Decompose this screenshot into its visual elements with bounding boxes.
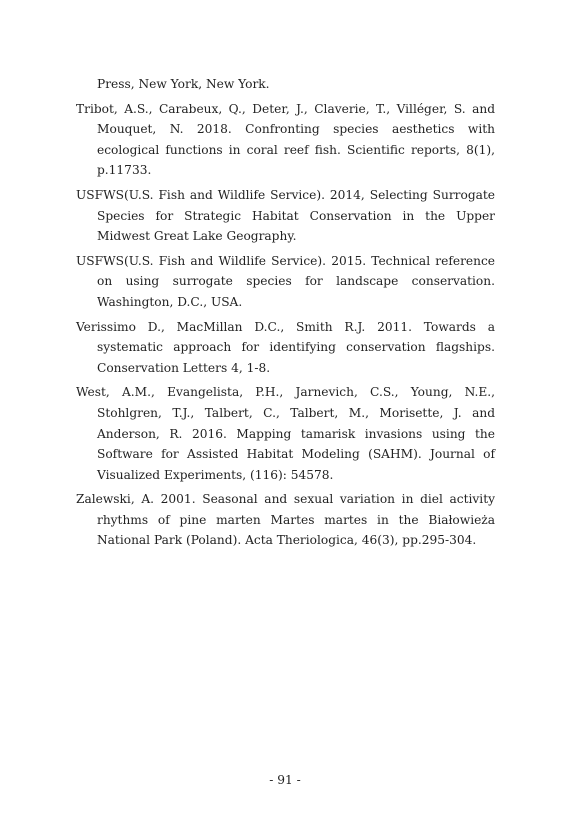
reference-entry-tribot: Tribot, A.S., Carabeux, Q., Deter, J., Claverie, T., Villéger, S. and Mouquet, N. 2018. Confronting species aesthetics with ecological functions in coral reef fish. Scientific reports, 8(1), p.11733. [76, 101, 495, 178]
reference-entry-verissimo: Verissimo D., MacMillan D.C., Smith R.J. 2011. Towards a systematic approach for identifying conservation flagships. Conservation Letters 4, 1-8. [76, 319, 495, 375]
page-number: - 91 - [269, 773, 301, 787]
reference-continuation: Press, New York, New York. [97, 77, 270, 91]
reference-entry-west: West, A.M., Evangelista, P.H., Jarnevich, C.S., Young, N.E., Stohlgren, T.J., Talbert, C., Talbert, M., Morisette, J. and Anderson, R. 2016. Mapping tamarisk invasions using the Software for Assisted Habitat Modeling (SAHM). Journal of Visualized Experiments, (116): 54578. [76, 385, 495, 482]
reference-entry-zalewski: Zalewski, A. 2001. Seasonal and sexual variation in diel activity rhythms of pine marten Martes martes in the Białowieża National Park (Poland). Acta Theriologica, 46(3), pp.295-304. [76, 492, 495, 548]
reference-entry-usfws-2014: USFWS(U.S. Fish and Wildlife Service). 2014, Selecting Surrogate Species for Strategic Habitat Conservation in the Upper Midwest Great Lake Geography. [76, 187, 495, 244]
reference-entry-usfws-2015: USFWS(U.S. Fish and Wildlife Service). 2015. Technical reference on using surrogate species for landscape conservation. Washington, D.C., USA. [76, 253, 495, 309]
reference-list [76, 74, 495, 555]
